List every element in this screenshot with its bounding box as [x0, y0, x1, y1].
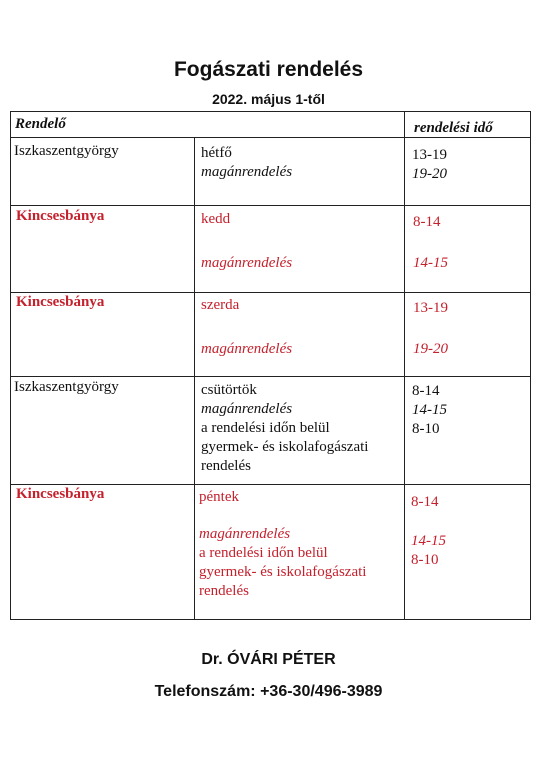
- row-location: Kincsesbánya: [16, 486, 105, 502]
- private-label: magánrendelés: [199, 526, 291, 542]
- hours-value: 8-10: [411, 552, 439, 568]
- table-rule: [10, 111, 531, 112]
- detail-line: gyermek- és iskolafogászati: [201, 439, 369, 455]
- table-rule: [10, 376, 531, 377]
- row-details: [201, 381, 368, 476]
- header-hours: rendelési idő: [414, 120, 493, 136]
- hours-value: 14-15: [411, 533, 446, 549]
- table-rule: [10, 619, 531, 620]
- row-hours: [412, 382, 447, 439]
- table-rule: [194, 137, 195, 620]
- table-rule: [10, 111, 11, 620]
- row-hours: [411, 493, 446, 570]
- row-hours: [412, 146, 447, 184]
- day-label: szerda: [201, 297, 240, 313]
- private-label: magánrendelés: [201, 255, 293, 271]
- private-label: magánrendelés: [201, 401, 293, 417]
- hours-value: 13-19: [413, 300, 448, 316]
- row-location: Kincsesbánya: [16, 208, 105, 224]
- row-details: [201, 296, 292, 359]
- schedule-table: [10, 111, 531, 620]
- hours-value: 13-19: [412, 147, 447, 163]
- row-location: Iszkaszentgyörgy: [14, 379, 119, 395]
- document-title: Fogászati rendelés: [173, 58, 364, 81]
- hours-value: 19-20: [412, 166, 447, 182]
- document-subtitle: 2022. május 1-től: [212, 91, 325, 107]
- hours-value: 8-14: [412, 383, 440, 399]
- row-location: Kincsesbánya: [16, 294, 105, 310]
- hours-value: 14-15: [412, 402, 447, 418]
- table-rule: [530, 111, 531, 620]
- header-location: Rendelő: [15, 116, 66, 132]
- private-label: magánrendelés: [201, 341, 293, 357]
- detail-line: rendelés: [199, 583, 249, 599]
- hours-value: 8-14: [411, 494, 439, 510]
- detail-line: gyermek- és iskolafogászati: [199, 564, 367, 580]
- row-details: [199, 488, 366, 601]
- phone-number: Telefonszám: +36-30/496-3989: [154, 683, 383, 700]
- row-hours: [413, 299, 448, 359]
- day-label: péntek: [199, 489, 239, 505]
- table-rule: [10, 205, 531, 206]
- hours-value: 8-14: [413, 214, 441, 230]
- row-details: [201, 144, 292, 182]
- detail-line: rendelés: [201, 458, 251, 474]
- day-label: kedd: [201, 211, 231, 227]
- doctor-name: Dr. ÓVÁRI PÉTER: [201, 651, 336, 668]
- row-details: [201, 210, 292, 273]
- private-label: magánrendelés: [201, 164, 293, 180]
- day-label: hétfő: [201, 145, 232, 161]
- hours-value: 8-10: [412, 421, 440, 437]
- day-label: csütörtök: [201, 382, 257, 398]
- row-hours: [413, 213, 448, 273]
- detail-line: a rendelési időn belül: [201, 420, 330, 436]
- hours-value: 19-20: [413, 341, 448, 357]
- row-location: Iszkaszentgyörgy: [14, 143, 119, 159]
- hours-value: 14-15: [413, 255, 448, 271]
- table-rule: [404, 111, 405, 620]
- detail-line: a rendelési időn belül: [199, 545, 328, 561]
